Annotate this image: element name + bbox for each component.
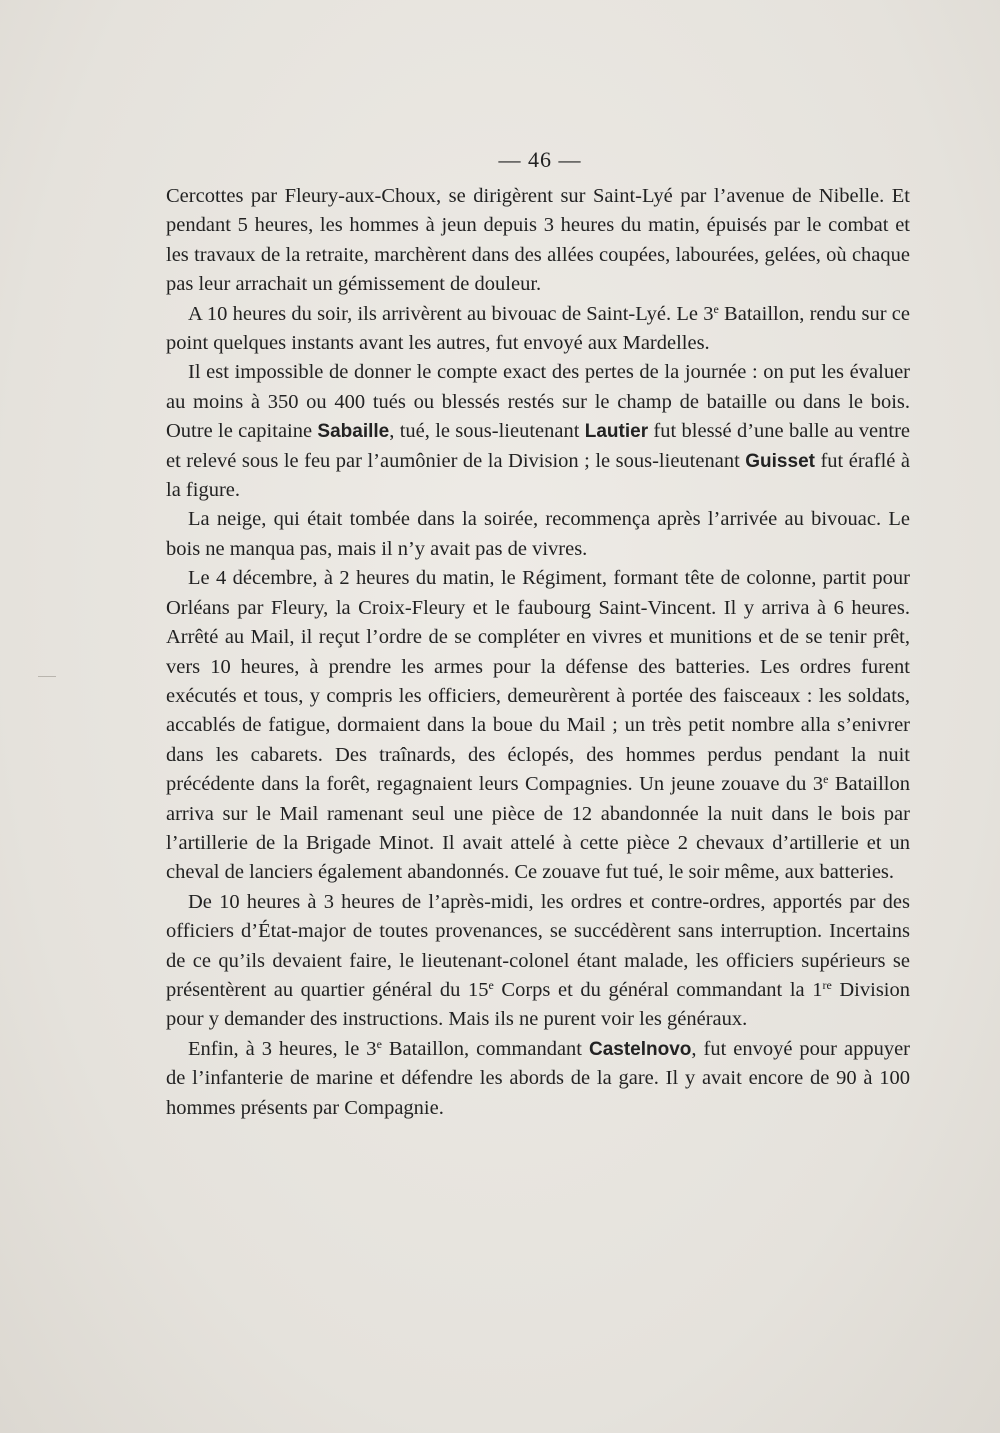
ordinal-superscript: e bbox=[823, 772, 829, 787]
body-text bbox=[166, 182, 910, 1123]
person-name-sabaille: Sabaille bbox=[317, 421, 390, 443]
paragraph-4: La neige, qui était tombée dans la soirée, recommença après l’arrivée au bivouac. Le bois ne manqua pas, mais il n’y avait pas de vivres. bbox=[166, 508, 910, 560]
ordinal-superscript: re bbox=[822, 977, 832, 992]
margin-mark bbox=[38, 676, 56, 677]
paragraph-7: Enfin, à 3 heures, le 3e Bataillon, commandant Castelnovo, fut envoyé pour appuyer de l’infanterie de marine et défendre les abords de la gare. Il y avait encore de 90 à 100 hommes présents par Compagnie. bbox=[166, 1036, 910, 1119]
ordinal-superscript: e bbox=[376, 1036, 382, 1051]
paragraph-2: A 10 heures du soir, ils arrivèrent au bivouac de Saint-Lyé. Le 3e Bataillon, rendu sur ce point quelques instants avant les autres, fut envoyé aux Mardelles. bbox=[166, 301, 910, 355]
person-name-castelnovo: Castelnovo bbox=[588, 1038, 692, 1060]
person-name-lautier: Lautier bbox=[584, 421, 649, 443]
paragraph-3: Il est impossible de donner le compte exact des pertes de la journée : on put les évaluer au moins à 350 ou 400 tués ou blessés restés sur le champ de bataille ou dans le bois. Outre le capitaine Sabaille, tué, le sous-lieutenant Lautier fut blessé d’une balle au ventre et relevé sous le feu par l’aumônier de la Division ; le sous-lieutenant Guisset fut éraflé à la figure. bbox=[166, 361, 910, 502]
page-number: — 46 — bbox=[498, 147, 582, 172]
paragraph-1: Cercottes par Fleury-aux-Choux, se dirigèrent sur Saint-Lyé par l’avenue de Nibelle. Et pendant 5 heures, les hommes à jeun depuis 3 heures du matin, épuisés par le combat et les travaux de la retraite, marchèrent dans des allées coupées, labourées, gelées, où chaque pas leur arrachait un gémissement de douleur. bbox=[166, 185, 910, 296]
person-name-guisset: Guisset bbox=[745, 450, 815, 472]
paragraph-6: De 10 heures à 3 heures de l’après-midi, les ordres et contre-ordres, apportés par des officiers d’État-major de toutes provenances, se succédèrent sans interruption. Incertains de ce qu’ils devaient faire, le lieutenant-colonel étant malade, les officiers supérieurs se présentèrent au quartier général du 15e Corps et du général commandant la 1re Division pour y demander des instructions. Mais ils ne purent voir les généraux. bbox=[166, 890, 911, 1031]
ordinal-superscript: e bbox=[713, 301, 719, 316]
paragraph-5: Le 4 décembre, à 2 heures du matin, le Régiment, formant tête de colonne, partit pour Orléans par Fleury, la Croix-Fleury et le faubourg Saint-Vincent. Il y arriva à 6 heures. Arrêté au Mail, il reçut l’ordre de se compléter en vivres et munitions et de se tenir prêt, vers 10 heures, à prendre les armes pour la défense des batteries. Les ordres furent exécutés et tous, y compris les officiers, demeurèrent à portée des faisceaux : les soldats, accablés de fatigue, dormaient dans la boue du Mail ; un très petit nombre alla s’enivrer dans les cabarets. Des traînards, des éclopés, des hommes perdus pendant la nuit précédente dans la forêt, regagnaient leurs Compagnies. Un jeune zouave du 3e Bataillon arriva sur le Mail ramenant seul une pièce de 12 abandonnée la nuit dans le bois par l’artillerie de la Brigade Minot. Il avait attelé à cette pièce 2 chevaux d’artillerie et un cheval de lanciers également abandonnés. Ce zouave fut tué, le soir même, aux batteries. bbox=[166, 567, 910, 884]
ordinal-superscript: e bbox=[488, 977, 494, 992]
